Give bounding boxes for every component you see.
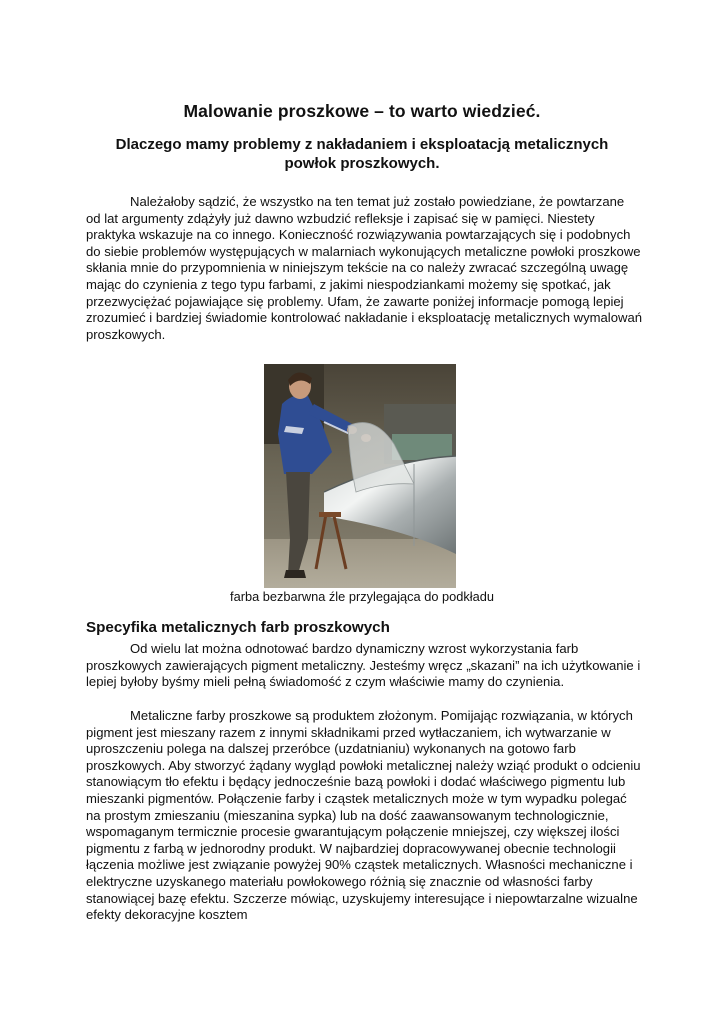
section-paragraph: [86, 708, 642, 924]
section-paragraph-text: Od wielu lat można odnotować bardzo dynamiczny wzrost wykorzystania farb proszkowych zawierających pigment metaliczny. Jesteśmy wręcz „skazani” na ich użytkowanie i lepiej byłoby byśmy mieli pełną świadomość z czym właściwie mamy do czynienia.: [86, 641, 641, 690]
section-heading: Specyfika metalicznych farb proszkowych: [86, 619, 390, 636]
section-paragraph: [86, 641, 642, 691]
document-title: Malowanie proszkowe – to warto wiedzieć.: [183, 101, 541, 121]
intro-paragraph: [86, 194, 642, 343]
section-paragraph-text: Metaliczne farby proszkowe są produktem złożonym. Pomijając rozwiązania, w których pigment jest mieszany razem z innymi składnikami przed wytłaczaniem, ich wytwarzanie w uproszczeniu polega na dalszej przeróbce (uzdatnianiu) wykonanych na gotowo farb proszkowych. Aby stworzyć żądany wygląd powłoki metalicznej należy wziąć produkt o odcieniu stanowiącym tło efektu i będący jednocześnie bazą powłoki i dodać właściwego pigmentu lub mieszanki pigmentów. Połączenie farby i cząstek metalicznych może w tym wypadku polegać na prostym zmieszaniu (mieszanina sypka) lub na dość zaawansowanym technologicznie, wspomaganym termicznie procesie gwarantującym połączenie mniejszej, czy większej ilości pigmentu z farbą w jednorodny produkt. W najbardziej dopracowywanej obecnie technologii łączenia możliwe jest związanie powyżej 90% cząstek metalicznych. Własności mechaniczne i elektryczne uzyskanego materiału powłokowego różnią się znacznie od własności farby stanowiącej bazę efektu. Szczerze mówiąc, uzyskujemy interesujące i niepowtarzalne wizualne efekty dekoracyjne kosztem: [86, 708, 641, 923]
document-subtitle: Dlaczego mamy problemy z nakładaniem i eksploatacją metalicznych powłok proszkowych.: [115, 136, 609, 172]
photo-worker-peeling-coating: [264, 364, 456, 588]
photo-illustration: [264, 364, 456, 588]
intro-paragraph-text: Należałoby sądzić, że wszystko na ten temat już zostało powiedziane, że powtarzane od lat argumenty zdążyły już dawno wzbudzić refleksje i zapisać się w pamięci. Niestety praktyka wskazuje na co innego. Konieczność rozwiązywania powtarzających się i podobnych do siebie problemów występujących w malarniach wykonujących metaliczne powłoki proszkowe skłania mnie do przypomnienia w niniejszym tekście na co należy zwracać szczególną uwagę mając do czynienia z tego typu farbami, z jakimi niespodziankami możemy się spotkać, jak przezwyciężać pojawiające się problemy. Ufam, że zawarte poniżej informacje pomogą lepiej zrozumieć i bardziej świadomie kontrolować nakładanie i eksploatację metalicznych wymalowań proszkowych.: [86, 194, 643, 342]
photo-caption: farba bezbarwna źle przylegająca do podkładu: [230, 589, 494, 604]
